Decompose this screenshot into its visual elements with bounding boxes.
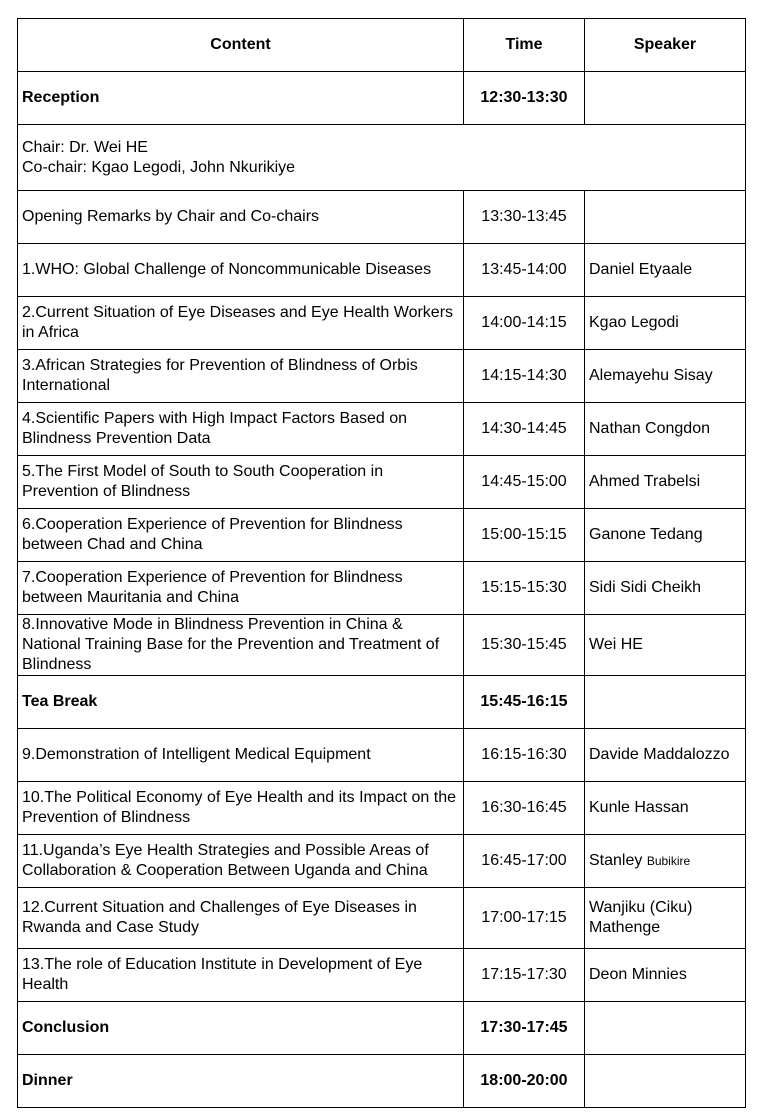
- row-time: 16:30-16:45: [464, 782, 585, 835]
- row-speaker: Ahmed Trabelsi: [585, 456, 746, 509]
- table-row: [18, 350, 746, 403]
- row-content: Opening Remarks by Chair and Co-chairs: [18, 191, 464, 244]
- table-row: [18, 729, 746, 782]
- row-speaker: Alemayehu Sisay: [585, 350, 746, 403]
- row-content: 13.The role of Education Institute in Development of Eye Health: [18, 949, 464, 1002]
- table-row: [18, 835, 746, 888]
- table-row: [18, 562, 746, 615]
- chair-cell: [18, 125, 746, 191]
- table-row: [18, 888, 746, 949]
- reception-row: [18, 72, 746, 125]
- reception-content: Reception: [18, 72, 464, 125]
- row-time: 17:00-17:15: [464, 888, 585, 949]
- row-speaker: Ganone Tedang: [585, 509, 746, 562]
- row-speaker: Wanjiku (Ciku) Mathenge: [585, 888, 746, 949]
- row-time: 15:30-15:45: [464, 615, 585, 676]
- header-speaker: Speaker: [585, 19, 746, 72]
- table-row: [18, 297, 746, 350]
- row-content: 6.Cooperation Experience of Prevention for Blindness between Chad and China: [18, 509, 464, 562]
- row-time: 13:45-14:00: [464, 244, 585, 297]
- table-row: [18, 615, 746, 676]
- row-content: 11.Uganda’s Eye Health Strategies and Possible Areas of Collaboration & Cooperation Between Uganda and China: [18, 835, 464, 888]
- table-row: [18, 456, 746, 509]
- row-speaker: Kgao Legodi: [585, 297, 746, 350]
- row-content: 1.WHO: Global Challenge of Noncommunicable Diseases: [18, 244, 464, 297]
- table-row: [18, 244, 746, 297]
- speaker-last-name: Bubikire: [646, 854, 691, 868]
- row-time: 14:15-14:30: [464, 350, 585, 403]
- row-content: 5.The First Model of South to South Cooperation in Prevention of Blindness: [18, 456, 464, 509]
- header-row: [18, 19, 746, 72]
- row-content: 2.Current Situation of Eye Diseases and Eye Health Workers in Africa: [18, 297, 464, 350]
- row-speaker: Kunle Hassan: [585, 782, 746, 835]
- row-time: 16:15-16:30: [464, 729, 585, 782]
- row-speaker: [585, 835, 746, 888]
- conclusion-time: 17:30-17:45: [464, 1002, 585, 1055]
- tea-break-content: Tea Break: [18, 676, 464, 729]
- row-speaker: Daniel Etyaale: [585, 244, 746, 297]
- row-time: 16:45-17:00: [464, 835, 585, 888]
- table-row: [18, 403, 746, 456]
- header-content: Content: [18, 19, 464, 72]
- row-time: 15:00-15:15: [464, 509, 585, 562]
- dinner-speaker: [585, 1055, 746, 1108]
- row-content: 9.Demonstration of Intelligent Medical Equipment: [18, 729, 464, 782]
- row-time: 17:15-17:30: [464, 949, 585, 1002]
- table-row: [18, 191, 746, 244]
- agenda-table: [17, 18, 746, 1108]
- reception-time: 12:30-13:30: [464, 72, 585, 125]
- co-chair-line: Co-chair: Kgao Legodi, John Nkurikiye: [22, 158, 296, 176]
- row-content: 4.Scientific Papers with High Impact Factors Based on Blindness Prevention Data: [18, 403, 464, 456]
- row-time: 14:45-15:00: [464, 456, 585, 509]
- row-speaker: Deon Minnies: [585, 949, 746, 1002]
- row-time: 15:15-15:30: [464, 562, 585, 615]
- row-content: 3.African Strategies for Prevention of Blindness of Orbis International: [18, 350, 464, 403]
- row-content: 8.Innovative Mode in Blindness Prevention in China & National Training Base for the Prevention and Treatment of Blindness: [18, 615, 464, 676]
- row-content: 7.Cooperation Experience of Prevention for Blindness between Mauritania and China: [18, 562, 464, 615]
- row-speaker: Sidi Sidi Cheikh: [585, 562, 746, 615]
- row-speaker: Davide Maddalozzo: [585, 729, 746, 782]
- conclusion-content: Conclusion: [18, 1002, 464, 1055]
- conclusion-speaker: [585, 1002, 746, 1055]
- chair-row: [18, 125, 746, 191]
- row-time: 14:30-14:45: [464, 403, 585, 456]
- tea-break-row: [18, 676, 746, 729]
- row-speaker: [585, 191, 746, 244]
- reception-speaker: [585, 72, 746, 125]
- row-time: 13:30-13:45: [464, 191, 585, 244]
- conclusion-row: [18, 1002, 746, 1055]
- row-speaker: Nathan Congdon: [585, 403, 746, 456]
- table-row: [18, 782, 746, 835]
- tea-break-time: 15:45-16:15: [464, 676, 585, 729]
- row-content: 12.Current Situation and Challenges of Eye Diseases in Rwanda and Case Study: [18, 888, 464, 949]
- dinner-content: Dinner: [18, 1055, 464, 1108]
- table-row: [18, 949, 746, 1002]
- dinner-time: 18:00-20:00: [464, 1055, 585, 1108]
- row-time: 14:00-14:15: [464, 297, 585, 350]
- row-speaker: Wei HE: [585, 615, 746, 676]
- chair-line: Chair: Dr. Wei HE: [22, 138, 148, 156]
- speaker-first-name: Stanley: [589, 852, 643, 869]
- row-content: 10.The Political Economy of Eye Health and its Impact on the Prevention of Blindness: [18, 782, 464, 835]
- header-time: Time: [464, 19, 585, 72]
- tea-break-speaker: [585, 676, 746, 729]
- dinner-row: [18, 1055, 746, 1108]
- table-row: [18, 509, 746, 562]
